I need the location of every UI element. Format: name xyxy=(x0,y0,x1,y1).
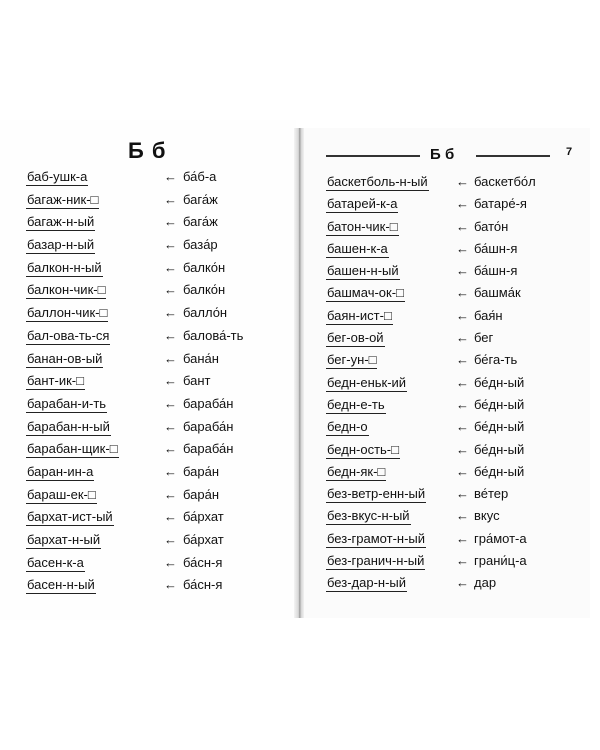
source-word: балко́н xyxy=(183,259,226,275)
source-word: бато́н xyxy=(474,218,509,234)
derived-word: бархат-ист-ый xyxy=(27,509,113,525)
source-word: бага́ж xyxy=(183,214,218,230)
source-word: бараба́н xyxy=(183,441,234,457)
source-word: база́р xyxy=(183,237,218,253)
derived-word: бег-ов-ой xyxy=(327,330,384,346)
source-word: баскетбо́л xyxy=(474,174,536,189)
arrow-icon: ← xyxy=(164,169,177,184)
arrow-icon: ← xyxy=(456,240,469,256)
page-number: 7 xyxy=(566,146,573,158)
arrow-icon: ← xyxy=(456,285,469,301)
derived-word: без-дар-н-ый xyxy=(327,575,407,591)
arrow-icon: ← xyxy=(164,237,177,253)
arrow-icon: ← xyxy=(456,218,469,234)
derived-word: баскетболь-н-ый xyxy=(327,174,428,189)
source-word: бе́дн-ый xyxy=(474,441,525,457)
source-word: бег xyxy=(474,330,494,346)
arrow-icon: ← xyxy=(456,419,469,435)
derived-word: басен-н-ый xyxy=(27,577,95,593)
derived-word: бедн-о xyxy=(327,419,368,435)
source-word: балко́н xyxy=(183,282,226,298)
header-rule-right xyxy=(476,155,550,157)
right-page-heading: Б б xyxy=(430,146,455,163)
source-word: ба́сн-я xyxy=(183,554,223,570)
arrow-icon: ← xyxy=(164,554,177,570)
arrow-icon: ← xyxy=(456,463,469,479)
arrow-icon: ← xyxy=(456,441,469,457)
derived-word: без-гранич-н-ый xyxy=(327,553,425,569)
derived-word: барабан-щик-□ xyxy=(27,441,118,457)
derived-word: багаж-ник-□ xyxy=(27,191,99,207)
arrow-icon: ← xyxy=(456,263,469,279)
arrow-icon: ← xyxy=(164,191,177,207)
arrow-icon: ← xyxy=(456,486,469,502)
arrow-icon: ← xyxy=(456,508,469,524)
derived-word: баран-ин-а xyxy=(27,463,94,479)
arrow-icon: ← xyxy=(456,374,469,390)
derived-word: башмач-ок-□ xyxy=(327,285,404,301)
derived-word: бедн-як-□ xyxy=(327,463,386,479)
source-word: бара́н xyxy=(183,486,220,502)
derived-word: баб-ушк-а xyxy=(27,169,88,184)
derived-word: без-ветр-енн-ый xyxy=(327,486,426,502)
source-word: ба́рхат xyxy=(183,532,224,547)
source-word: батаре́-я xyxy=(474,196,527,212)
source-word: бе́дн-ый xyxy=(474,419,525,435)
source-word: бараба́н xyxy=(183,395,234,411)
right-page-header xyxy=(326,146,550,166)
source-word: грани́ц-а xyxy=(474,553,527,569)
source-word: дар xyxy=(474,575,497,591)
arrow-icon: ← xyxy=(164,305,177,321)
left-page-heading: Б б xyxy=(128,138,167,163)
derived-word: без-грамот-н-ый xyxy=(327,530,426,546)
arrow-icon: ← xyxy=(164,532,177,547)
derived-word: бархат-н-ый xyxy=(27,532,101,547)
arrow-icon: ← xyxy=(164,441,177,457)
arrow-icon: ← xyxy=(456,530,469,546)
source-word: бага́ж xyxy=(183,191,218,207)
arrow-icon: ← xyxy=(164,577,177,593)
derived-word: банан-ов-ый xyxy=(27,350,103,366)
source-word: ба́шн-я xyxy=(474,263,518,279)
source-word: балова́-ть xyxy=(183,327,244,343)
derived-word: баллон-чик-□ xyxy=(27,305,108,321)
arrow-icon: ← xyxy=(456,307,469,323)
derived-word: бедн-еньк-ий xyxy=(327,374,407,390)
derived-word: балкон-чик-□ xyxy=(27,282,106,298)
arrow-icon: ← xyxy=(456,396,469,412)
arrow-icon: ← xyxy=(456,174,469,189)
arrow-icon: ← xyxy=(456,575,469,591)
arrow-icon: ← xyxy=(164,463,177,479)
source-word: бара́н xyxy=(183,463,220,479)
source-word: бе́дн-ый xyxy=(474,396,525,412)
source-word: бе́дн-ый xyxy=(474,374,525,390)
derived-word: батарей-к-а xyxy=(327,196,398,212)
derived-word: бедн-е-ть xyxy=(327,396,385,412)
arrow-icon: ← xyxy=(164,350,177,366)
derived-word: бараш-ек-□ xyxy=(27,486,96,502)
arrow-icon: ← xyxy=(164,486,177,502)
derived-word: балкон-н-ый xyxy=(27,259,102,275)
arrow-icon: ← xyxy=(164,418,177,434)
book-gutter xyxy=(294,128,304,618)
derived-word: бал-ова-ть-ся xyxy=(27,327,110,343)
arrow-icon: ← xyxy=(164,327,177,343)
derived-word: басен-к-а xyxy=(27,554,84,570)
derived-word: баян-ист-□ xyxy=(327,307,392,323)
arrow-icon: ← xyxy=(164,373,177,389)
source-word: ве́тер xyxy=(474,486,509,502)
arrow-icon: ← xyxy=(164,509,177,525)
derived-word: бедн-ость-□ xyxy=(327,441,399,457)
arrow-icon: ← xyxy=(164,259,177,275)
derived-word: багаж-н-ый xyxy=(27,214,95,230)
derived-word: батон-чик-□ xyxy=(327,218,398,234)
source-word: гра́мот-а xyxy=(474,530,527,546)
arrow-icon: ← xyxy=(456,196,469,212)
arrow-icon: ← xyxy=(164,395,177,411)
derived-word: базар-н-ый xyxy=(27,237,95,253)
arrow-icon: ← xyxy=(164,282,177,298)
arrow-icon: ← xyxy=(456,330,469,346)
source-word: ба́б-а xyxy=(183,169,217,184)
derived-word: башен-к-а xyxy=(327,240,388,256)
source-word: бант xyxy=(183,373,211,389)
source-word: бе́га-ть xyxy=(474,352,518,368)
source-word: бе́дн-ый xyxy=(474,463,525,479)
source-word: ба́сн-я xyxy=(183,577,223,593)
derived-word: бант-ик-□ xyxy=(27,373,84,389)
source-word: ба́рхат xyxy=(183,509,224,525)
header-rule-left xyxy=(326,155,420,157)
arrow-icon: ← xyxy=(456,352,469,368)
arrow-icon: ← xyxy=(164,214,177,230)
page-edge xyxy=(300,128,301,618)
derived-word: башен-н-ый xyxy=(327,263,399,279)
source-word: башма́к xyxy=(474,285,521,301)
derived-word: без-вкус-н-ый xyxy=(327,508,410,524)
source-word: бая́н xyxy=(474,307,503,323)
derived-word: барабан-и-ть xyxy=(27,395,107,411)
derived-word: барабан-н-ый xyxy=(27,418,110,434)
source-word: бана́н xyxy=(183,350,219,366)
source-word: вкус xyxy=(474,508,500,524)
source-word: ба́шн-я xyxy=(474,240,518,256)
source-word: бараба́н xyxy=(183,418,234,434)
arrow-icon: ← xyxy=(456,553,469,569)
derived-word: бег-ун-□ xyxy=(327,352,377,368)
source-word: балло́н xyxy=(183,305,228,321)
